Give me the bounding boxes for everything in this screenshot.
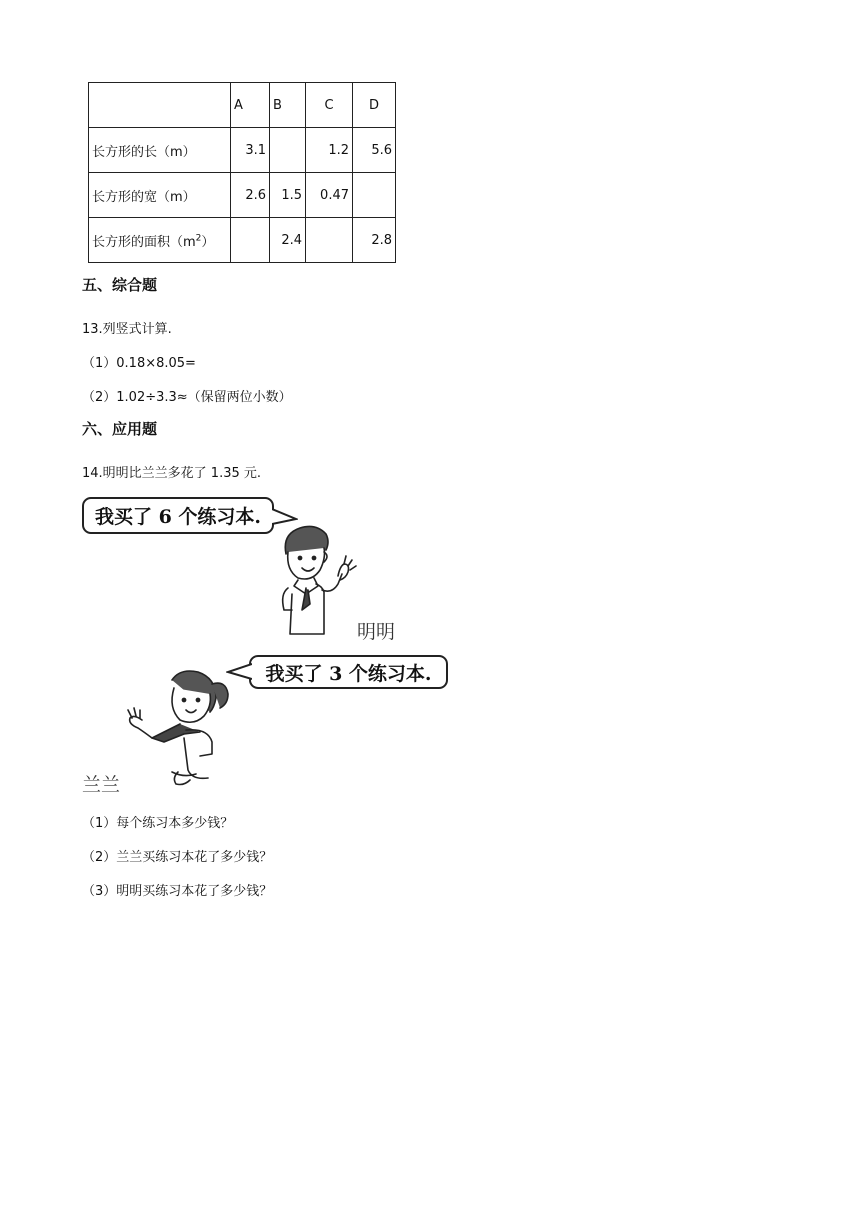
boy-name-label: 明明	[357, 621, 396, 643]
table-row-length	[89, 128, 396, 173]
section-six-heading: 六、应用题	[82, 420, 158, 438]
column-header-b: B	[270, 83, 306, 128]
table-row-area	[89, 218, 396, 263]
row-label-length: 长方形的长（m）	[89, 128, 231, 173]
cell-length-c: 1.2	[306, 128, 353, 173]
cell-width-c: 0.47	[306, 173, 353, 218]
question-13-stem: 13.列竖式计算.	[82, 322, 172, 337]
question-14-part-1: （1）每个练习本多少钱？	[82, 816, 234, 831]
boy-speech-bubble	[82, 497, 274, 534]
girl-figure-icon	[124, 668, 230, 790]
question-14-stem: 14.明明比兰兰多花了 1.35 元.	[82, 466, 262, 481]
table-row-width	[89, 173, 396, 218]
column-header-a: A	[231, 83, 270, 128]
section-five-heading: 五、综合题	[82, 276, 158, 294]
area-label-prefix: 长方形的面积（m	[92, 234, 196, 250]
cell-length-a: 3.1	[231, 128, 270, 173]
cell-area-a	[231, 218, 270, 263]
row-label-area	[89, 218, 231, 263]
area-label-superscript: 2	[195, 233, 202, 244]
cell-area-c	[306, 218, 353, 263]
question-13-part-2: （2）1.02÷3.3≈（保留两位小数）	[82, 390, 292, 405]
cell-length-d: 5.6	[353, 128, 396, 173]
question-14-part-3: （3）明明买练习本花了多少钱？	[82, 884, 273, 899]
cell-width-a: 2.6	[231, 173, 270, 218]
row-label-width: 长方形的宽（m）	[89, 173, 231, 218]
cell-width-d	[353, 173, 396, 218]
boy-figure-icon	[272, 524, 362, 636]
question-14-part-2: （2）兰兰买练习本花了多少钱？	[82, 850, 273, 865]
girl-name-label: 兰兰	[82, 774, 121, 796]
cell-area-d: 2.8	[353, 218, 396, 263]
table-header-row	[89, 83, 396, 128]
girl-speech-bubble	[249, 655, 448, 689]
question-13-part-1: （1）0.18×8.05=	[82, 356, 196, 371]
table-corner-cell	[89, 83, 231, 128]
area-label-suffix: ）	[201, 234, 215, 250]
cell-length-b	[270, 128, 306, 173]
cell-area-b: 2.4	[270, 218, 306, 263]
boy-speech-text: 我买了 6 个练习本.	[94, 506, 262, 528]
cell-width-b: 1.5	[270, 173, 306, 218]
girl-speech-text: 我买了 3 个练习本.	[265, 662, 432, 685]
column-header-c: C	[306, 83, 353, 128]
column-header-d: D	[353, 83, 396, 128]
rectangle-table	[88, 82, 396, 263]
